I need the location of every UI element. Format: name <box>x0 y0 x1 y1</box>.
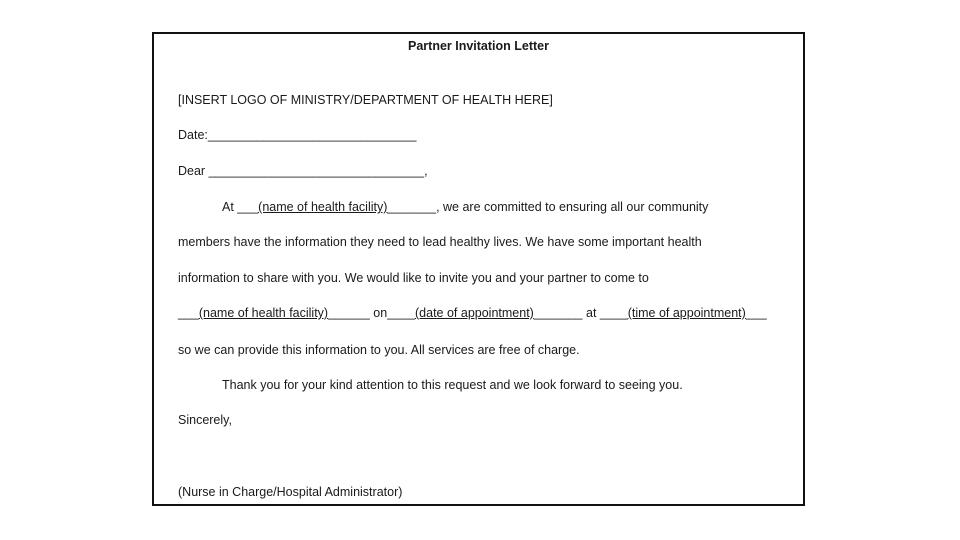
date-line <box>178 127 416 143</box>
letter-frame <box>152 32 805 506</box>
blank: _______ <box>533 306 583 320</box>
paragraph-1-line-2: members have the information they need to lead healthy lives. We have some important health <box>178 235 702 249</box>
blank: ______ <box>328 306 370 320</box>
date-placeholder: (date of appointment) <box>415 306 534 320</box>
facility-placeholder: (name of health facility) <box>198 306 329 320</box>
text-at: At <box>222 200 238 214</box>
text: , we are committed to ensuring all our community <box>436 200 709 214</box>
date-label: Date: <box>178 128 208 142</box>
dear-comma: , <box>424 164 428 178</box>
letter-title: Partner Invitation Letter <box>408 39 549 53</box>
paragraph-1-line-4 <box>178 305 767 321</box>
dear-blank: _______________________________ <box>208 164 425 178</box>
blank: ____ <box>599 306 628 320</box>
paragraph-1-line-3: information to share with you. We would like to invite you and your partner to come to <box>178 271 649 285</box>
blank: ___ <box>745 306 767 320</box>
salutation-line <box>178 163 428 179</box>
closing: Sincerely, <box>178 413 232 427</box>
logo-placeholder: [INSERT LOGO OF MINISTRY/DEPARTMENT OF HEALTH HERE] <box>178 93 553 107</box>
paragraph-1-line-5: so we can provide this information to you. All services are free of charge. <box>178 343 580 357</box>
dear-label: Dear <box>178 164 209 178</box>
blank: ____ <box>387 306 416 320</box>
date-blank: ______________________________ <box>207 128 417 142</box>
time-placeholder: (time of appointment) <box>627 306 746 320</box>
text-on: on <box>369 306 388 320</box>
facility-placeholder: (name of health facility) <box>258 200 388 214</box>
blank: ___ <box>237 200 259 214</box>
paragraph-1-line-1 <box>222 199 708 215</box>
blank: ___ <box>178 306 199 320</box>
blank: _______ <box>387 200 437 214</box>
text-at: at <box>582 306 600 320</box>
paragraph-2-line-1: Thank you for your kind attention to this request and we look forward to seeing you. <box>222 378 683 392</box>
signature-role: (Nurse in Charge/Hospital Administrator) <box>178 485 403 499</box>
